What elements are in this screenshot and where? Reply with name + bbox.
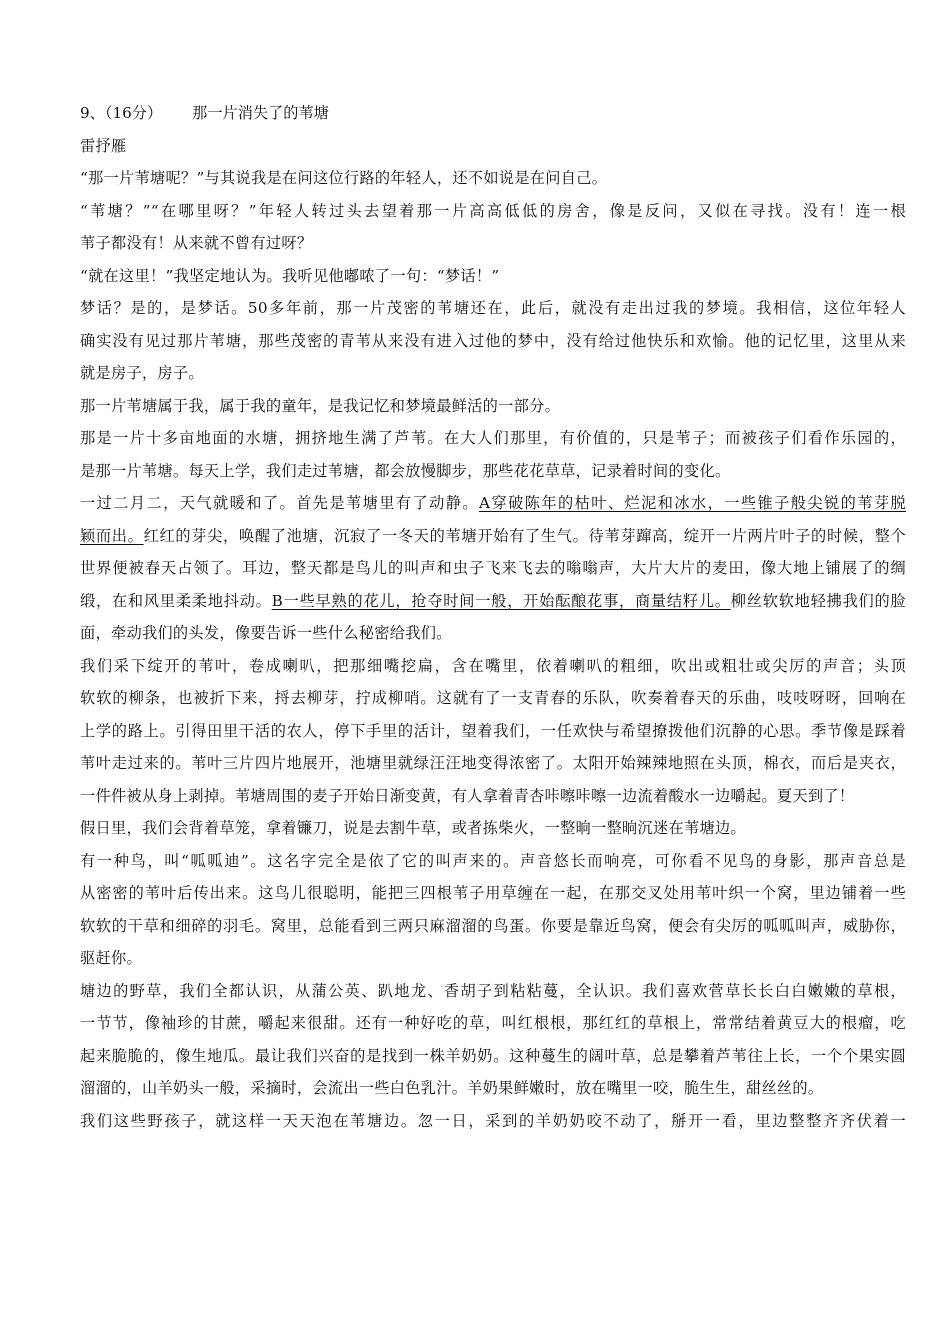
paragraph-10-line-4: 驱赶你。 (80, 949, 142, 967)
underlined-sentence-a-part-1: A穿破陈年的枯叶、烂泥和冰水，一些锥子般尖锐的苇芽脱 (479, 494, 906, 512)
underlined-sentence-a-part-2: 颖而出。 (80, 526, 144, 545)
paragraph-2-line-2: 苇子都没有！从来就不曾有过呀？ (80, 234, 313, 252)
paragraph-7-text-d: 柳丝软软地轻拂我们的脸 (730, 591, 906, 610)
paragraph-7-line-3: 世界便被春天占领了。耳边，整天都是鸟儿的叫声和虫子飞来飞去的嗡嗡声，大片大片的麦田，像大地上铺展了的绸 (80, 559, 906, 577)
paragraph-7-line-5: 面，牵动我们的头发，像要告诉一些什么秘密给我们。 (80, 624, 452, 642)
paragraph-6-line-2: 是那一片苇塘。每天上学，我们走过苇塘，都会放慢脚步，那些花花草草，记录着时间的变化。 (80, 461, 731, 480)
paragraph-8-line-3: 上学的路上。引得田里干活的农人，停下手里的活计，望着我们，一任欢快与希望撩拨他们沉静的心思。季节像是踩着 (80, 721, 906, 740)
underlined-sentence-b: B一些早熟的花儿，抢夺时间一般，开始酝酿花事，商量结籽儿。 (271, 591, 731, 610)
paragraph-8-line-5: 一件件被从身上剥掉。苇塘周围的麦子开始日渐变黄，有人拿着青杏咔嚓咔嚓一边流着酸水一边嚼起。夏天到了！ (80, 786, 855, 805)
paragraph-7-line-1 (80, 490, 906, 516)
paragraph-9: 假日里，我们会背着草笼，拿着镰刀，说是去割牛草，或者拣柴火，一整晌一整晌沉迷在苇塘边。 (80, 819, 746, 837)
paragraph-4-line-3: 就是房子，房子。 (80, 364, 204, 382)
paragraph-12-line-1: 我们这些野孩子，就这样一天天泡在苇塘边。忽一日，采到的羊奶奶咬不动了，掰开一看，里边整整齐齐伏着一 (80, 1111, 906, 1130)
paragraph-11-line-3: 起来脆脆的，像生地瓜。最让我们兴奋的是找到一株羊奶奶。这种蔓生的阔叶草，总是攀着芦苇往上长，一个个果实圆 (80, 1046, 906, 1065)
paragraph-8-line-1: 我们采下绽开的苇叶，卷成喇叭，把那细嘴挖扁，含在嘴里，依着喇叭的粗细，吹出或粗壮或尖厉的声音；头顶 (80, 656, 906, 675)
paragraph-3: “就在这里！”我坚定地认为。我听见他嘟哝了一句：“梦话！” (80, 266, 500, 285)
paragraph-7-text-a: 一过二月二，天气就暖和了。首先是苇塘里有了动静。 (80, 494, 480, 512)
paragraph-11-line-1: 塘边的野草，我们全都认识，从蒲公英、趴地龙、香胡子到粘粘蔓，全认识。我们喜欢菅草长长白白嫩嫩的草根， (80, 981, 906, 1000)
paragraph-8-line-4: 苇叶走过来的。苇叶三片四片地展开，池塘里就绿汪汪地变得浓密了。太阳开始辣辣地照在头顶，棉衣，而后是夹衣， (80, 754, 906, 772)
question-number-score: 9、（16分） (80, 104, 163, 122)
paragraph-10-line-3: 软软的干草和细碎的羽毛。窝里，总能看到三两只麻溜溜的鸟蛋。你要是靠近鸟窝，便会有尖厉的呱呱叫声，威胁你， (80, 916, 906, 935)
article-author: 雷抒雁 (80, 136, 127, 155)
paragraph-7-line-2 (80, 523, 906, 549)
paragraph-2-line-1: “苇塘？”“在哪里呀？”年轻人转过头去望着那一片高高低低的房舍，像是反问，又似在寻找。没有！连一根 (80, 201, 906, 220)
paragraph-6-line-1: 那是一片十多亩地面的水塘，拥挤地生满了芦苇。在大人们那里，有价值的，只是苇子；而被孩子们看作乐园的， (80, 429, 906, 447)
question-header (80, 100, 906, 126)
article-title: 那一片消失了的苇塘 (192, 104, 329, 122)
paragraph-11-line-2: 一节节，像袖珍的甘蔗，嚼起来很甜。还有一种好吃的草，叫红根根，那红红的草根上，常常结着黄豆大的根瘤，吃 (80, 1014, 906, 1032)
paragraph-4-line-1: 梦话？是的，是梦话。50多年前，那一片茂密的苇塘还在，此后，就没有走出过我的梦境。我相信，这位年轻人 (80, 299, 906, 317)
paragraph-7-line-4 (80, 588, 906, 614)
paragraph-7-text-b: 红红的芽尖，唤醒了池塘，沉寂了一冬天的苇塘开始有了生气。待苇芽蹿高，绽开一片两片叶子的时候，整个 (143, 526, 906, 545)
paragraph-11-line-4: 溜溜的，山羊奶头一般，采摘时，会流出一些白色乳汁。羊奶果鲜嫩时，放在嘴里一咬，脆生生，甜丝丝的。 (80, 1079, 824, 1097)
paragraph-5: 那一片苇塘属于我，属于我的童年，是我记忆和梦境最鲜活的一部分。 (80, 396, 561, 415)
paragraph-1: “那一片苇塘呢？”与其说我是在问这位行路的年轻人，还不如说是在问自己。 (80, 169, 608, 187)
article-body (80, 100, 906, 1140)
paragraph-10-line-1: 有一种鸟，叫“呱呱迪”。这名字完全是依了它的叫声来的。声音悠长而响亮，可你看不见鸟的身影，那声音总是 (80, 851, 906, 870)
paragraph-4-line-2: 确实没有见过那片苇塘，那些茂密的青苇从来没有进入过他的梦中，没有给过他快乐和欢愉。他的记忆里，这里从来 (80, 331, 906, 350)
paragraph-8-line-2: 软软的柳条，也被折下来，捋去柳芽，拧成柳哨。这就有了一支青春的乐队，吹奏着春天的乐曲，吱吱呀呀，回响在 (80, 689, 906, 707)
paragraph-7-text-c: 缎，在和风里柔柔地抖动。 (80, 591, 272, 610)
paragraph-10-line-2: 从密密的苇叶后传出来。这鸟儿很聪明，能把三四根苇子用草缠在一起，在那交叉处用苇叶织一个窝，里边铺着一些 (80, 884, 906, 902)
